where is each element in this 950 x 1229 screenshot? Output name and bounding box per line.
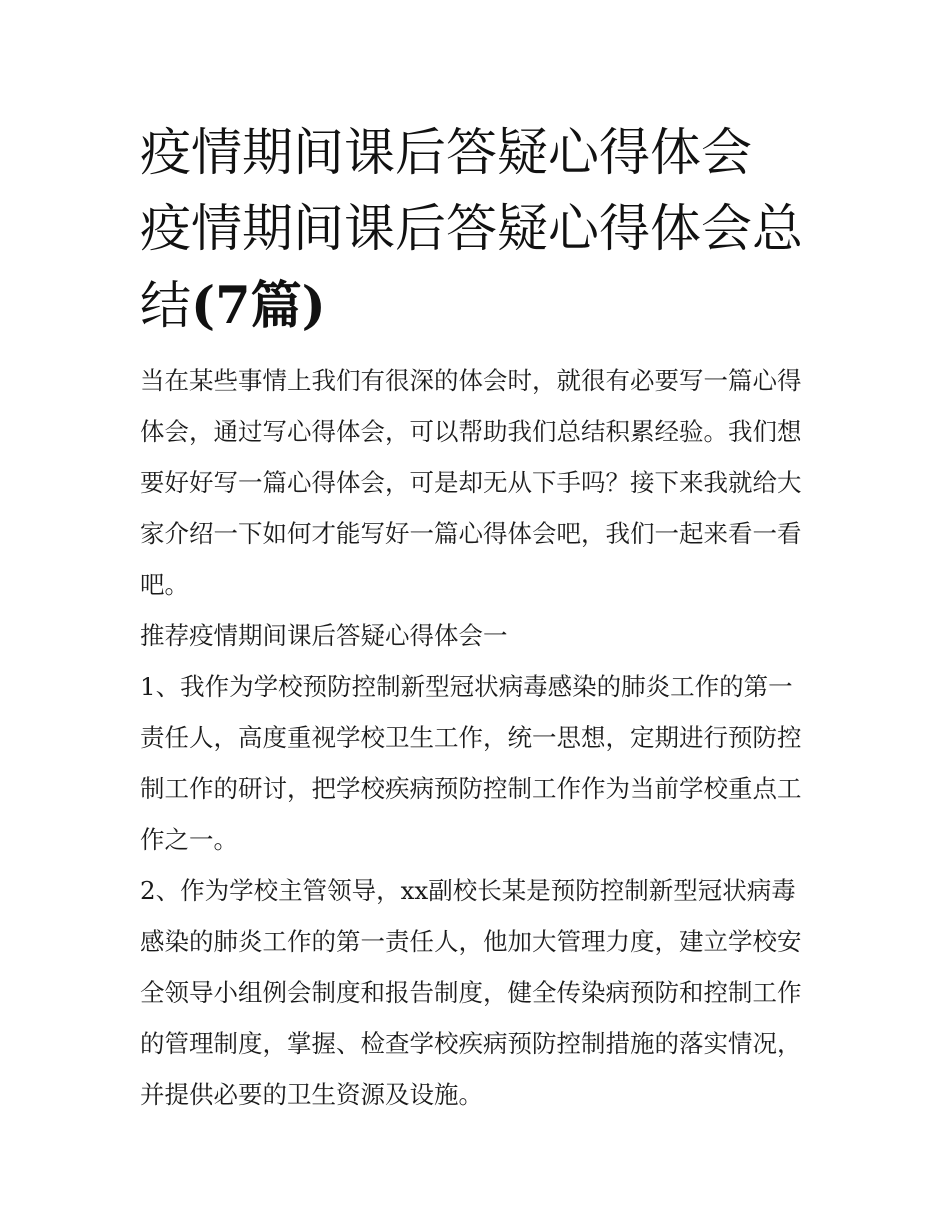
document-title: [140, 116, 814, 345]
document-content: [140, 116, 814, 1120]
list-item-1: 1、我作为学校预防控制新型冠状病毒感染的肺炎工作的第一责任人，高度重视学校卫生工作，统一思想，定期进行预防控制工作的研讨，把学校疾病预防控制工作作为当前学校重点工作之一。: [140, 672, 802, 854]
title-suffix: (7篇): [191, 276, 326, 336]
list-item-2: 2、作为学校主管领导，xx副校长某是预防控制新型冠状病毒感染的肺炎工作的第一责任人，他加大管理力度，建立学校安全领导小组例会制度和报告制度，健全传染病预防和控制工作的管理制度，掌握、检查学校疾病预防控制措施的落实情况，并提供必要的卫生资源及设施。: [140, 876, 802, 1109]
section-heading: 推荐疫情期间课后答疑心得体会一: [140, 621, 508, 650]
intro-paragraph: 当在某些事情上我们有很深的体会时，就很有必要写一篇心得体会，通过写心得体会，可以帮助我们总结积累经验。我们想要好好写一篇心得体会，可是却无从下手吗？接下来我就给大家介绍一下如何才能写好一篇心得体会吧，我们一起来看一看吧。: [140, 366, 802, 599]
title-main: 疫情期间课后答疑心得体会 疫情期间课后答疑心得体会总结: [140, 124, 804, 336]
